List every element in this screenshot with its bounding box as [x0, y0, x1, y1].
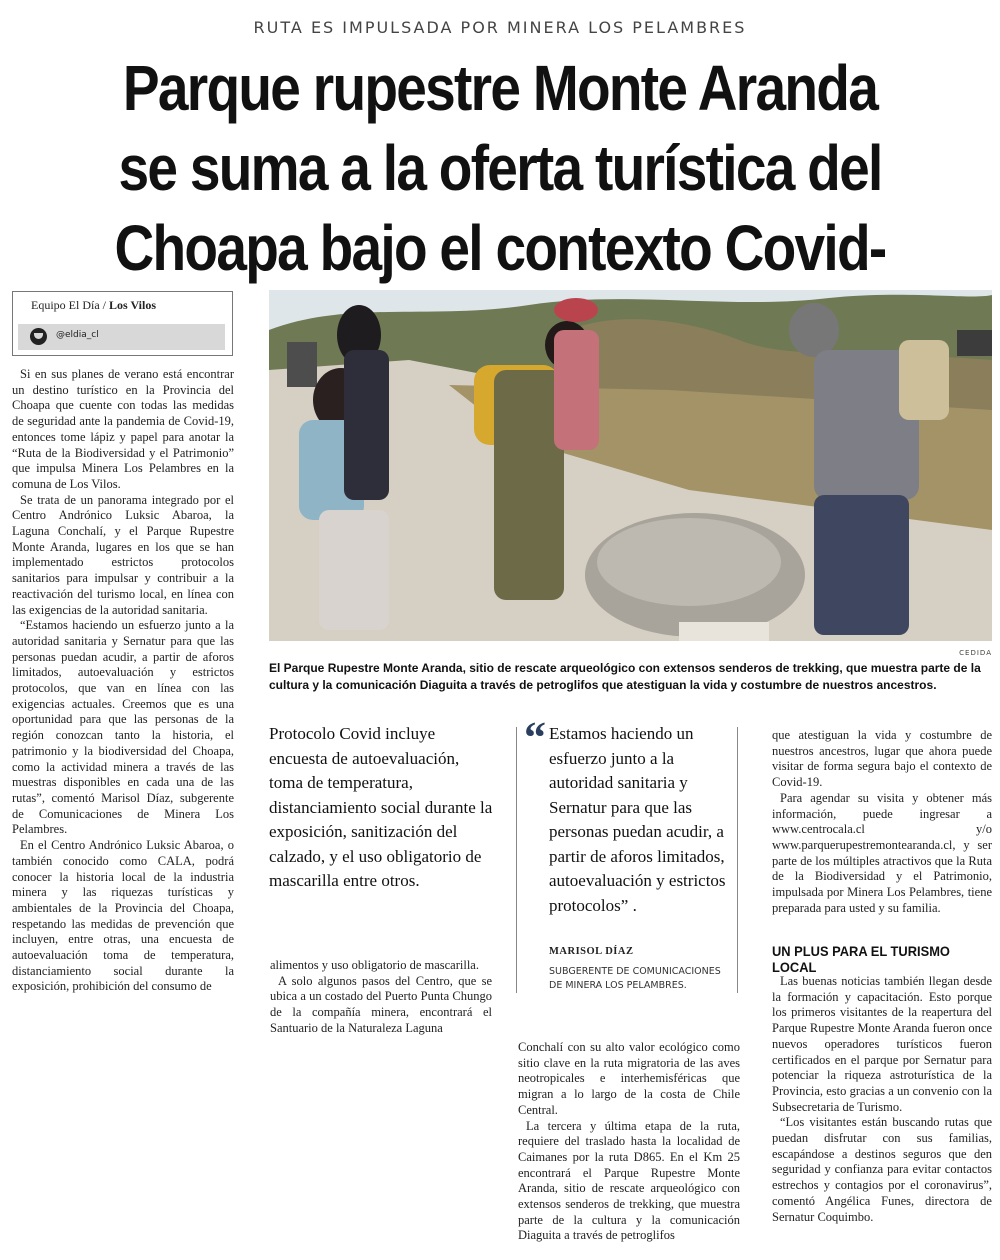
headline-line-1: Parque rupestre Monte Aranda — [122, 52, 878, 124]
byline-author: Equipo El Día / — [31, 298, 106, 312]
paragraph: “Estamos haciendo un esfuerzo junto a la autoridad sanitaria y Sernatur para que las personas puedan acudir, a partir de aforos limitados, autoevaluación y estrictos protocolos, que van en línea con las exigencias actuales. Creemos que es una oportunidad para que las personas de la región conozcan tanto la historia, el patrimonio y la biodiversidad del Choapa, como la actividad minera a través de las muestras disponibles en cada una de las rutas”, comentó Marisol Díaz, subgerente de Comunicaciones de Minera Los Pelambres. — [12, 618, 234, 837]
paragraph: que atestiguan la vida y costumbre de nuestros ancestros, lugar que ahora puede visitar de forma segura bajo el contexto de Covid-19. — [772, 728, 992, 790]
social-bar[interactable] — [18, 324, 225, 350]
paragraph: Conchalí con su alto valor ecológico como sitio clave en la ruta migratoria de las aves neotropicales e interhemisféricas que migran a lo largo de la costa de Chile Central. — [518, 1040, 740, 1117]
section-subhead: UN PLUS PARA EL TURISMO LOCAL — [772, 943, 950, 975]
paragraph: alimentos y uso obligatorio de mascarilla. — [270, 958, 479, 972]
twitter-icon — [30, 328, 47, 345]
article-column-4 — [772, 728, 992, 916]
paragraph: A solo algunos pasos del Centro, que se ubica a un costado del Puerto Punta Chungo de la compañía minera, encontrará el Santuario de la Naturaleza Laguna — [270, 973, 492, 1035]
callout-box: Protocolo Covid incluye encuesta de autoevaluación, toma de temperatura, distanciamiento social durante la exposición, sanitización del calzado, y el uso obligatorio de mascarilla entre otros. — [269, 724, 493, 890]
pull-quote: Estamos haciendo un esfuerzo junto a la autoridad sanitaria y Sernatur para que las personas puedan acudir, a partir de aforos limitados, autoevaluación y estrictos protocolos” . — [549, 724, 726, 915]
headline-line-3: Choapa bajo el contexto Covid- — [114, 212, 886, 284]
byline-location: Los Vilos — [109, 298, 157, 312]
photo-illustration — [269, 290, 992, 641]
quote-author-role: SUBGERENTE DE COMUNICACIONES DE MINERA LOS PELAMBRES. — [549, 966, 721, 991]
photo-caption: El Parque Rupestre Monte Aranda, sitio de rescate arqueológico con extensos senderos de trekking, que muestra parte de la cultura y la comunicación Diaguita a través de petroglifos que atestiguan la vida y costumbre de nuestros ancestros. — [269, 661, 981, 692]
quote-author: MARISOL DÍAZ — [549, 946, 634, 957]
quote-divider-left — [516, 727, 517, 993]
article-column-2 — [270, 958, 492, 1037]
paragraph: En el Centro Andrónico Luksic Abaroa, o también conocido como CALA, podrá conocer la historia local de la industria minera y las riquezas turísticas y ambientales de la Provincia del Choapa, respetando las medidas de prevención que incluyen, entre otras, una encuesta de autoevaluación toma de temperatura, distanciamiento social durante la exposición, prohibición del consumo de — [12, 838, 234, 994]
paragraph: Para agendar su visita y obtener más información, puede ingresar a www.centrocala.cl y/o www.parquerupestremontearanda.cl, y ser parte de los múltiples atractivos que la Ruta de la Biodiversidad y el Patrimonio, impulsada por Minera Los Pelambres, tiene preparada para usted y su familia. — [772, 790, 992, 915]
article-column-3 — [518, 1040, 740, 1244]
twitter-handle[interactable]: @eldia_cl — [56, 330, 99, 340]
paragraph: Se trata de un panorama integrado por el Centro Andrónico Luksic Abaroa, la Laguna Conchalí, y el Parque Rupestre Monte Aranda, lugares en los que se han implementado estrictos protocolos sanitarios para impulsar y contribuir a la reactivación del turismo local, en línea con las exigencias de la autoridad sanitaria. — [12, 492, 234, 617]
paragraph: Las buenas noticias también llegan desde la formación y capacitación. Esto porque los primeros visitantes de la reapertura del Parque Rupestre Monte Aranda fueron once nuevos operadores turísticos fueron certificados en el parque por Sernatur para potenciar la riqueza astroturística de la Provincia, esto gracias a un convenio con la Subsecretaria de Turismo. — [772, 974, 992, 1114]
paragraph: Si en sus planes de verano está encontrar un destino turístico en la Provincia del Choapa que cuente con todas las medidas de seguridad ante la pandemia de Covid-19, entonces tome lápiz y papel para anotar la “Ruta de la Biodiversidad y el Patrimonio” que impulsa Minera Los Pelambres en la comuna de Los Vilos. — [12, 367, 234, 491]
kicker: RUTA ES IMPULSADA POR MINERA LOS PELAMBRES — [253, 18, 747, 37]
quote-divider-right — [737, 727, 738, 993]
article-column-4-cont — [772, 974, 992, 1225]
article-photo — [269, 290, 992, 641]
article-column-1 — [12, 367, 234, 995]
quote-mark-icon: “ — [524, 713, 546, 762]
byline-box — [12, 291, 233, 356]
paragraph: “Los visitantes están buscando rutas que puedan disfrutar con sus familias, escapándose a destinos seguros que den seguridad y confianza para evitar contactos estrechos y contagios por el coronavirus”, comentó Angélica Funes, directora de Sernatur Coquimbo. — [772, 1115, 992, 1224]
byline — [31, 298, 156, 313]
headline-line-2: se suma a la oferta turística del — [118, 132, 882, 204]
photo-credit: CEDIDA — [959, 649, 992, 657]
paragraph: La tercera y última etapa de la ruta, requiere del traslado hasta la localidad de Caimanes por la ruta D865. En el Km 25 encontrará el Parque Rupestre Monte Aranda, sitio de rescate arqueológico con extensos senderos de trekking, que muestra parte de la cultura y la comunicación Diaguita a través de petroglifos — [518, 1118, 740, 1243]
